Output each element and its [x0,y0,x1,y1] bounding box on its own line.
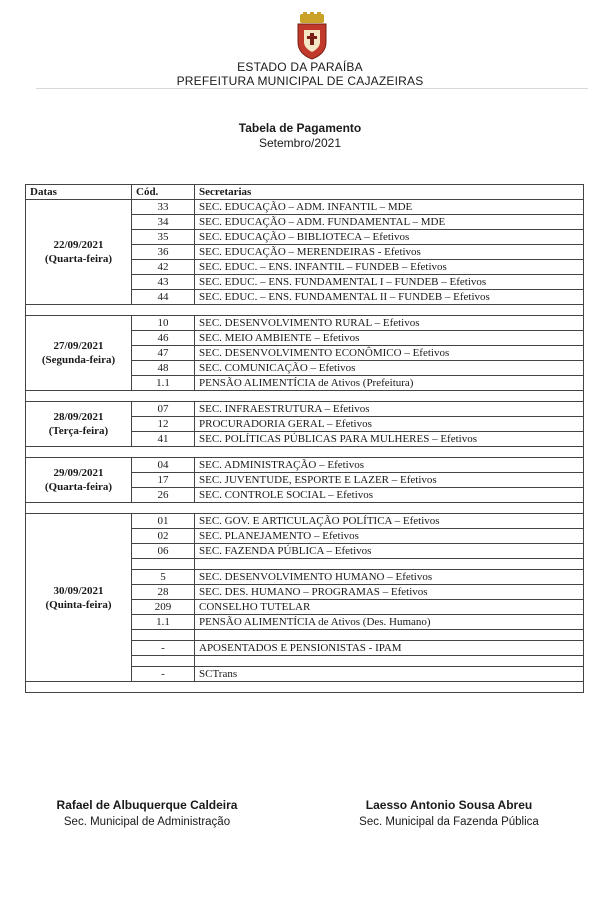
group-spacer-row [26,391,584,402]
header-divider [36,88,588,89]
code-cell: 17 [132,473,195,488]
document-subtitle: Setembro/2021 [258,136,342,150]
table-row [26,402,584,417]
municipality-name: PREFEITURA MUNICIPAL DE CAJAZEIRAS [176,74,424,88]
coat-of-arms-icon [292,12,332,60]
secretaria-cell: SEC. DESENVOLVIMENTO HUMANO – Efetivos [195,570,584,585]
secretaria-cell: SEC. EDUCAÇÃO – MERENDEIRAS - Efetivos [195,245,584,260]
secretaria-cell: SEC. INFRAESTRUTURA – Efetivos [195,402,584,417]
code-cell: 47 [132,346,195,361]
payment-weekday: (Terça-feira) [48,425,109,437]
secretaria-cell: SEC. GOV. E ARTICULAÇÃO POLÍTICA – Efetivos [195,514,584,529]
table-row [26,514,584,529]
code-cell: 02 [132,529,195,544]
code-cell: 46 [132,331,195,346]
secretaria-cell: SEC. EDUC. – ENS. FUNDAMENTAL II – FUNDEB – Efetivos [195,290,584,305]
payment-weekday: (Quinta-feira) [45,598,112,611]
table-row [26,458,584,473]
table-body [26,200,584,693]
payment-date-cell [26,316,132,391]
secretaria-cell: SEC. EDUCAÇÃO – BIBLIOTECA – Efetivos [195,230,584,245]
payment-weekday: (Quarta-feira) [44,481,113,493]
secretaria-cell: SEC. POLÍTICAS PÚBLICAS PARA MULHERES – Efetivos [195,432,584,447]
spacer-cell [26,503,584,514]
payment-table [25,184,584,693]
secretaria-cell: SEC. DESENVOLVIMENTO ECONÔMICO – Efetivos [195,346,584,361]
group-spacer-row [26,503,584,514]
secretaria-cell: SEC. PLANEJAMENTO – Efetivos [195,529,584,544]
code-cell [132,656,195,667]
secretaria-cell [195,656,584,667]
payment-date: 29/09/2021 [53,467,104,479]
secretaria-cell: PROCURADORIA GERAL – Efetivos [195,417,584,432]
payment-date-cell [26,458,132,503]
secretaria-cell: SEC. DESENVOLVIMENTO RURAL – Efetivos [195,316,584,331]
code-cell: 10 [132,316,195,331]
signatory-name: Laesso Antonio Sousa Abreu [365,798,533,812]
code-cell: - [132,667,195,682]
code-cell: 28 [132,585,195,600]
code-cell [132,559,195,570]
state-name: ESTADO DA PARAÍBA [237,60,363,74]
code-cell: - [132,641,195,656]
code-cell: 04 [132,458,195,473]
document-title: Tabela de Pagamento [238,121,362,135]
header-datas: Datas [26,185,132,200]
secretaria-cell: SEC. CONTROLE SOCIAL – Efetivos [195,488,584,503]
signature-block-finance [319,798,579,828]
secretaria-cell: SEC. EDUC. – ENS. INFANTIL – FUNDEB – Efetivos [195,260,584,275]
code-cell: 33 [132,200,195,215]
table-row [26,200,584,215]
secretaria-cell [195,630,584,641]
secretaria-cell: SEC. FAZENDA PÚBLICA – Efetivos [195,544,584,559]
spacer-cell [26,447,584,458]
signatory-role: Sec. Municipal da Fazenda Pública [359,816,539,828]
code-cell: 5 [132,570,195,585]
code-cell: 1.1 [132,376,195,391]
header-cod: Cód. [132,185,195,200]
code-cell [132,630,195,641]
table-header-row [26,185,584,200]
code-cell: 42 [132,260,195,275]
payment-date: 22/09/2021 [53,239,104,251]
secretaria-cell: SEC. JUVENTUDE, ESPORTE E LAZER – Efetivos [195,473,584,488]
payment-date: 28/09/2021 [53,411,104,423]
code-cell: 43 [132,275,195,290]
secretaria-cell: PENSÃO ALIMENTÍCIA de Ativos (Des. Humano) [195,615,584,630]
signatory-role: Sec. Municipal de Administração [63,816,231,828]
secretaria-cell: APOSENTADOS E PENSIONISTAS - IPAM [195,641,584,656]
code-cell: 36 [132,245,195,260]
signature-block-administration [17,798,277,828]
secretaria-cell: SEC. DES. HUMANO – PROGRAMAS – Efetivos [195,585,584,600]
code-cell: 35 [132,230,195,245]
signatory-name: Rafael de Albuquerque Caldeira [56,798,238,812]
payment-date-cell [26,514,132,682]
code-cell: 48 [132,361,195,376]
payment-date-cell [26,200,132,305]
code-cell: 41 [132,432,195,447]
code-cell: 07 [132,402,195,417]
secretaria-cell [195,559,584,570]
code-cell: 44 [132,290,195,305]
payment-weekday: (Segunda-feira) [41,354,116,366]
table-row [26,316,584,331]
payment-date-cell [26,402,132,447]
secretaria-cell: SEC. COMUNICAÇÃO – Efetivos [195,361,584,376]
group-spacer-row [26,305,584,316]
header-secretarias: Secretarias [195,185,584,200]
group-spacer-row [26,682,584,693]
secretaria-cell: SEC. EDUC. – ENS. FUNDAMENTAL I – FUNDEB – Efetivos [195,275,584,290]
code-cell: 34 [132,215,195,230]
code-cell: 06 [132,544,195,559]
spacer-cell [26,391,584,402]
secretaria-cell: SEC. EDUCAÇÃO – ADM. INFANTIL – MDE [195,200,584,215]
code-cell: 26 [132,488,195,503]
secretaria-cell: PENSÃO ALIMENTÍCIA de Ativos (Prefeitura) [195,376,584,391]
payment-date: 27/09/2021 [53,340,104,352]
secretaria-cell: SEC. ADMINISTRAÇÃO – Efetivos [195,458,584,473]
group-spacer-row [26,447,584,458]
code-cell: 1.1 [132,615,195,630]
spacer-cell [26,682,584,693]
code-cell: 01 [132,514,195,529]
secretaria-cell: SCTrans [195,667,584,682]
payment-date: 30/09/2021 [53,584,104,597]
code-cell: 209 [132,600,195,615]
secretaria-cell: SEC. MEIO AMBIENTE – Efetivos [195,331,584,346]
secretaria-cell: SEC. EDUCAÇÃO – ADM. FUNDAMENTAL – MDE [195,215,584,230]
payment-weekday: (Quarta-feira) [44,253,113,265]
spacer-cell [26,305,584,316]
secretaria-cell: CONSELHO TUTELAR [195,600,584,615]
code-cell: 12 [132,417,195,432]
